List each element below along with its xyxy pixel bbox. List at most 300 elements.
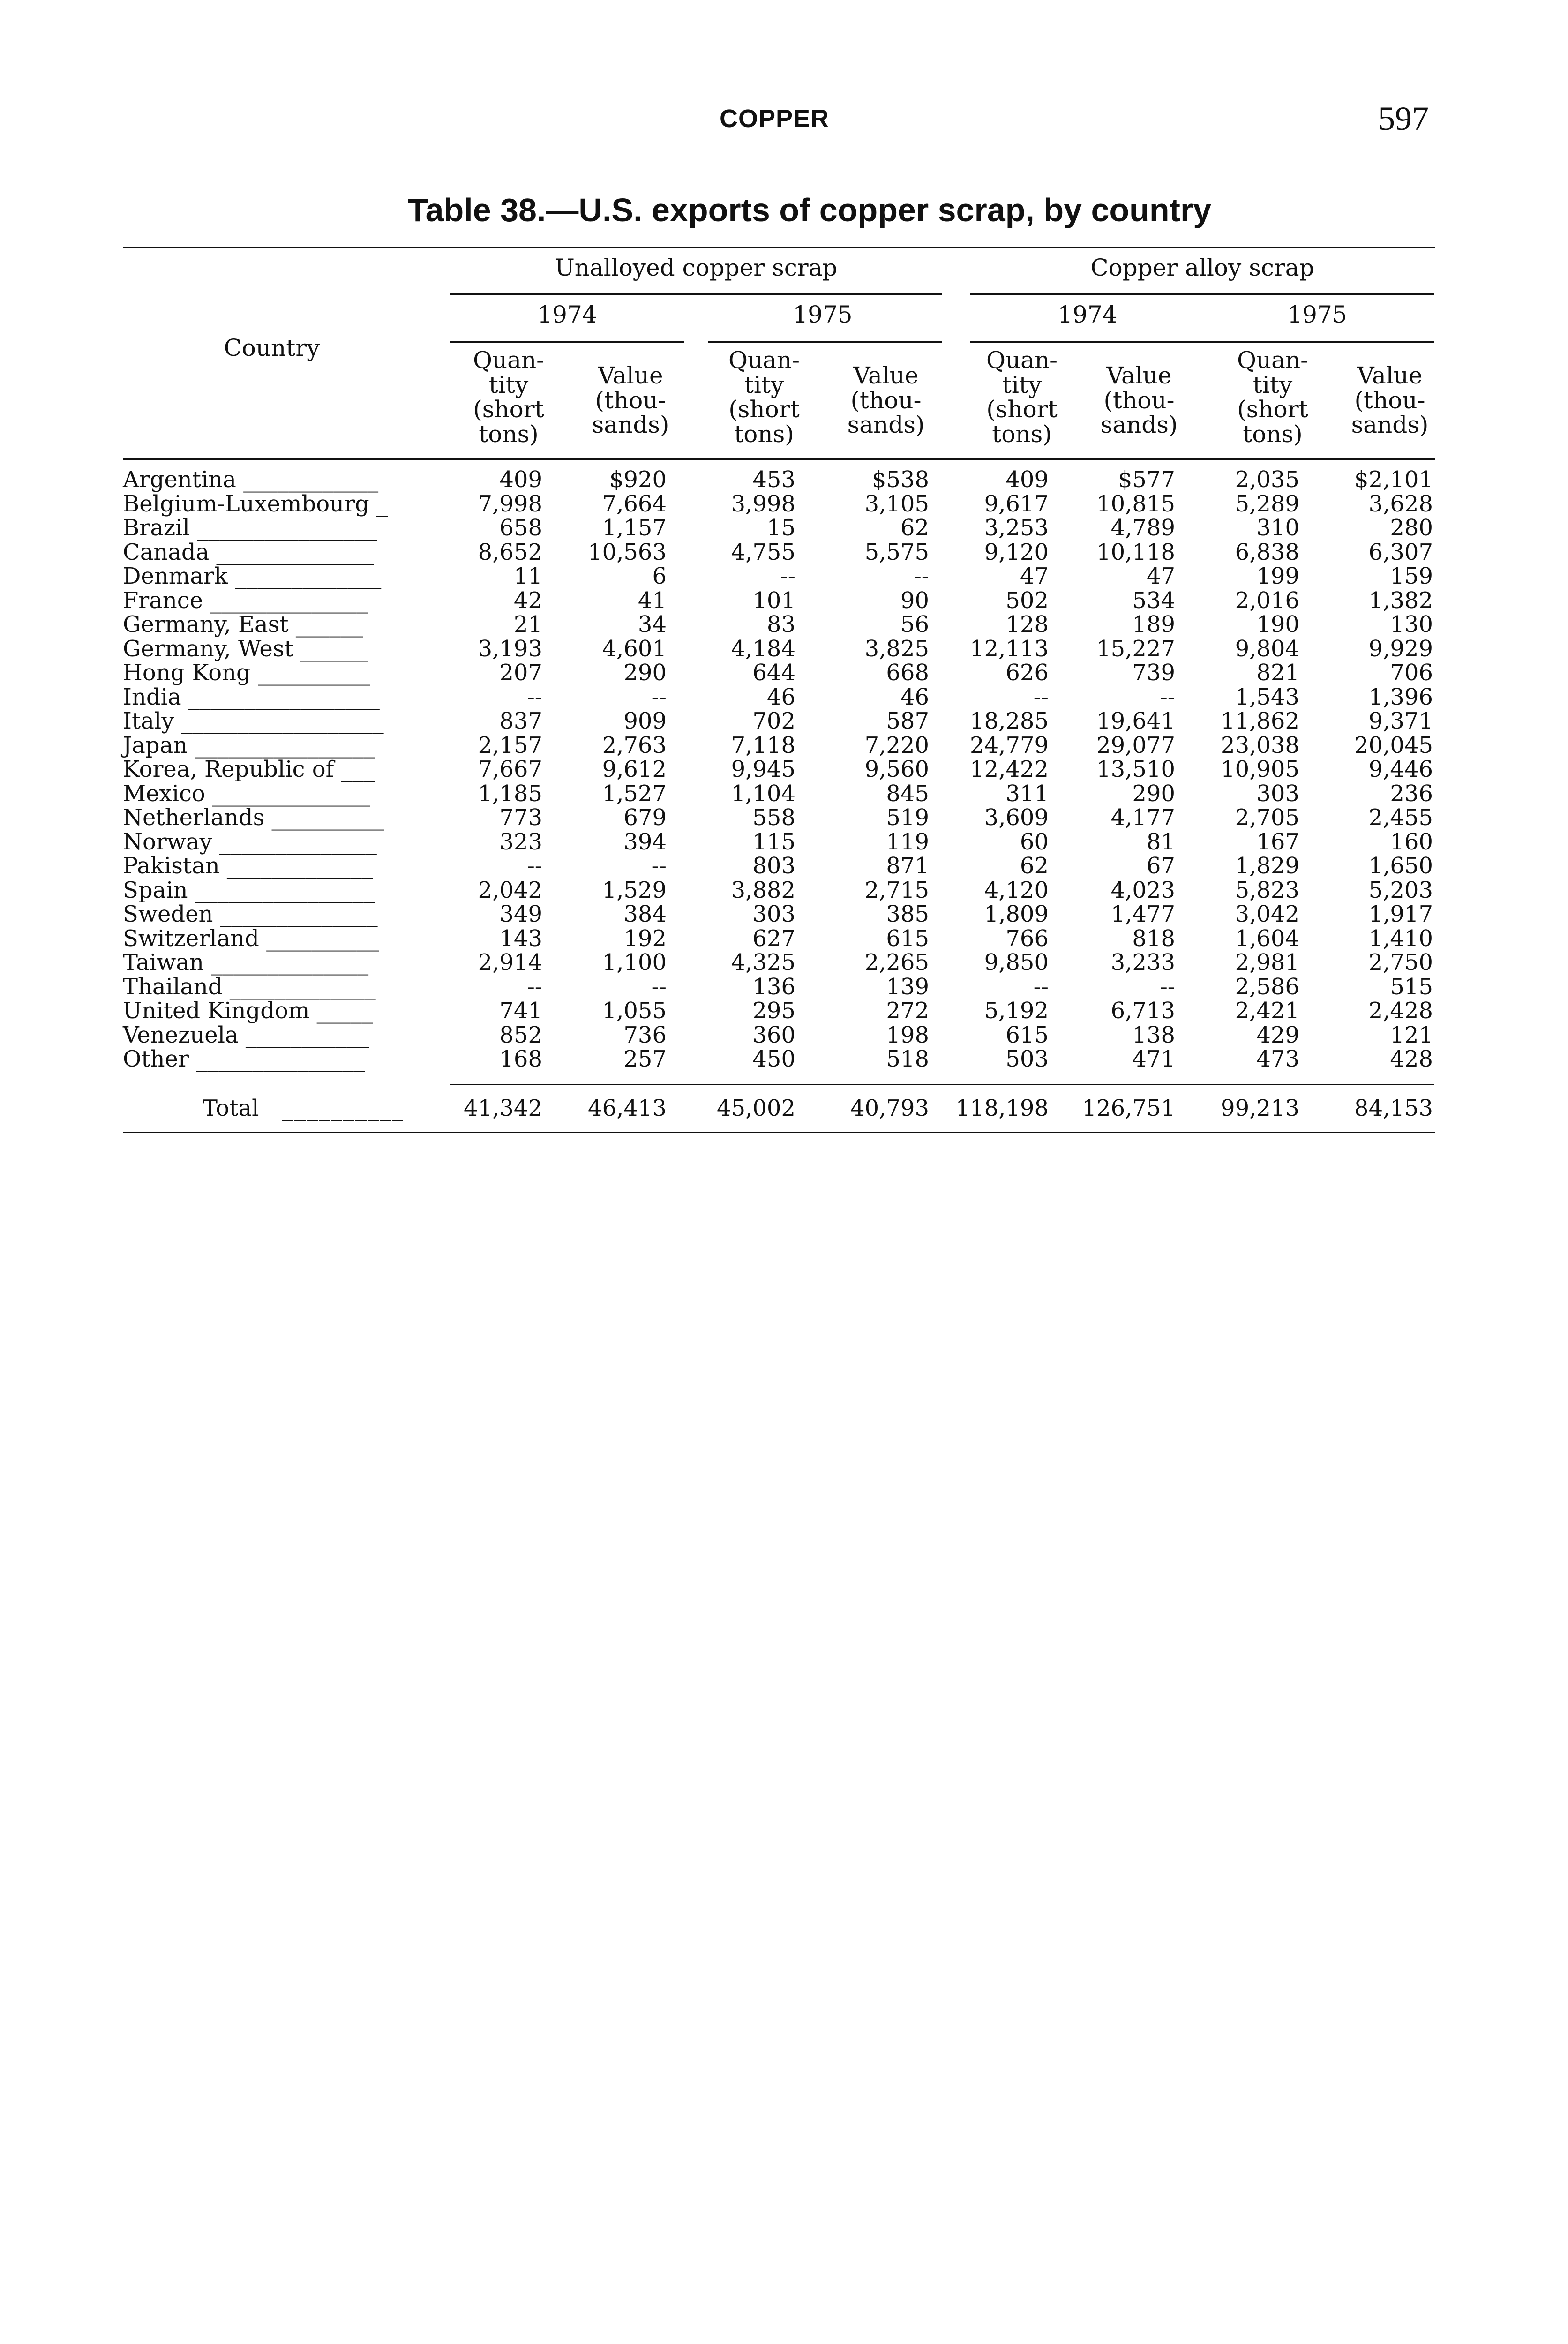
value-cell: --: [527, 853, 542, 879]
value-cell: 9,804: [1235, 635, 1299, 662]
value-cell: 852: [499, 1022, 542, 1048]
value-cell: 2,035: [1235, 466, 1299, 493]
value-cell: --: [1160, 684, 1175, 710]
value-cell: 7,664: [602, 490, 667, 517]
value-cell: 19,641: [1096, 708, 1175, 734]
country-cell: Germany, East ______: [123, 611, 363, 638]
value-cell: 42: [513, 587, 542, 614]
value-cell: 615: [886, 925, 929, 952]
table-row: [123, 854, 1435, 879]
value-cell: 503: [1005, 1046, 1049, 1072]
value-cell: 1,477: [1110, 901, 1175, 927]
value-cell: 310: [1256, 515, 1299, 541]
value-cell: 9,929: [1368, 635, 1433, 662]
value-cell: 46: [766, 684, 795, 710]
table-row: [123, 1047, 1435, 1072]
value-cell: 473: [1256, 1046, 1299, 1072]
header-line: Value: [598, 362, 663, 389]
value-cell: 1,185: [478, 780, 542, 807]
value-cell: 5,823: [1235, 877, 1299, 903]
header-line: sands): [592, 411, 669, 438]
value-cell: 138: [1132, 1022, 1175, 1048]
value-cell: 192: [623, 925, 667, 952]
value-cell: 24,779: [970, 732, 1049, 759]
header-line: tons): [734, 420, 794, 448]
table-row: [123, 709, 1435, 734]
header-line: tons): [479, 420, 539, 448]
value-cell: 9,612: [602, 756, 667, 782]
year-rule: [708, 341, 942, 343]
value-cell: 12,113: [970, 635, 1049, 662]
value-cell: 4,023: [1110, 877, 1175, 903]
value-cell: --: [1033, 973, 1049, 1000]
table-row: [123, 541, 1435, 565]
country-cell: Canada ______________: [123, 539, 374, 565]
value-cell: $538: [871, 466, 929, 493]
value-cell: 502: [1005, 587, 1049, 614]
table-bottom-rule: [123, 1132, 1435, 1133]
value-cell: 739: [1132, 660, 1175, 686]
value-cell: 323: [499, 828, 542, 855]
value-cell: 10,563: [588, 539, 667, 565]
total-cell: 40,793: [850, 1095, 929, 1121]
value-cell: 658: [499, 515, 542, 541]
table-row: [123, 927, 1435, 951]
header-line: (short: [986, 396, 1058, 423]
column-header-value: [834, 363, 938, 437]
table-row: [123, 782, 1435, 806]
header-line: Value: [853, 362, 919, 389]
table-row: [123, 806, 1435, 830]
value-cell: 168: [499, 1046, 542, 1072]
value-cell: 46: [900, 684, 929, 710]
value-cell: 15,227: [1096, 635, 1175, 662]
column-header-value: [579, 363, 682, 437]
value-cell: 909: [623, 708, 667, 734]
total-cell: 84,153: [1354, 1095, 1433, 1121]
value-cell: 2,914: [478, 949, 542, 976]
value-cell: 9,560: [864, 756, 929, 782]
value-cell: --: [1033, 684, 1049, 710]
year-rule: [450, 341, 684, 343]
header-line: Value: [1106, 362, 1172, 389]
value-cell: 3,233: [1110, 949, 1175, 976]
value-cell: 3,998: [731, 490, 795, 517]
value-cell: 3,882: [731, 877, 795, 903]
value-cell: 9,446: [1368, 756, 1433, 782]
value-cell: 311: [1005, 780, 1049, 807]
value-cell: 627: [752, 925, 795, 952]
value-cell: 47: [1146, 563, 1175, 589]
value-cell: 56: [900, 611, 929, 638]
value-cell: 5,192: [984, 998, 1049, 1024]
header-line: Quan-: [1237, 346, 1309, 374]
value-cell: 1,529: [602, 877, 667, 903]
country-cell: Switzerland __________: [123, 925, 379, 952]
table-row: [123, 1023, 1435, 1048]
value-cell: --: [914, 563, 929, 589]
header-line: Quan-: [728, 346, 800, 374]
value-cell: 4,177: [1110, 804, 1175, 831]
table-row: [123, 613, 1435, 637]
country-cell: Thailand _____________: [123, 973, 376, 1000]
header-line: Quan-: [986, 346, 1058, 374]
value-cell: 394: [623, 828, 667, 855]
value-cell: 1,055: [602, 998, 667, 1024]
country-cell: Netherlands __________: [123, 804, 384, 831]
value-cell: 4,325: [731, 949, 795, 976]
country-cell: Pakistan _____________: [123, 853, 373, 879]
value-cell: 303: [1256, 780, 1299, 807]
country-cell: France ______________: [123, 587, 368, 614]
value-cell: 1,396: [1368, 684, 1433, 710]
running-head: COPPER: [720, 105, 830, 133]
value-cell: 1,100: [602, 949, 667, 976]
value-cell: 2,586: [1235, 973, 1299, 1000]
table-row: [123, 661, 1435, 685]
value-cell: 290: [623, 660, 667, 686]
country-cell: Taiwan ______________: [123, 949, 369, 976]
value-cell: 5,575: [864, 539, 929, 565]
table-row: [123, 758, 1435, 782]
value-cell: 515: [1390, 973, 1433, 1000]
header-line: tity: [1002, 371, 1042, 398]
table-row: [123, 516, 1435, 541]
value-cell: 6,713: [1110, 998, 1175, 1024]
value-cell: 2,157: [478, 732, 542, 759]
value-cell: 2,763: [602, 732, 667, 759]
value-cell: 115: [752, 828, 795, 855]
country-cell: Hong Kong __________: [123, 660, 371, 686]
total-cell: 126,751: [1082, 1095, 1175, 1121]
value-cell: 139: [886, 973, 929, 1000]
value-cell: 6: [652, 563, 667, 589]
header-line: (thou-: [1354, 386, 1425, 414]
country-cell: Belgium-Luxembourg _: [123, 490, 388, 517]
year-rule: [970, 341, 1205, 343]
table-row: [123, 951, 1435, 975]
value-cell: 257: [623, 1046, 667, 1072]
value-cell: 837: [499, 708, 542, 734]
country-cell: Germany, West ______: [123, 635, 368, 662]
value-cell: --: [527, 973, 542, 1000]
value-cell: --: [780, 563, 795, 589]
value-cell: 2,428: [1368, 998, 1433, 1024]
country-cell: Brazil ________________: [123, 515, 377, 541]
header-line: (short: [728, 396, 800, 423]
total-cell: 99,213: [1221, 1095, 1299, 1121]
value-cell: $920: [609, 466, 667, 493]
value-cell: 167: [1256, 828, 1299, 855]
column-header-value: [1088, 363, 1191, 437]
table-row: [123, 830, 1435, 855]
country-header: Country: [224, 334, 320, 361]
header-line: (short: [473, 396, 544, 423]
value-cell: 9,850: [984, 949, 1049, 976]
value-cell: 2,421: [1235, 998, 1299, 1024]
header-bottom-rule: [123, 458, 1435, 460]
value-cell: 3,105: [864, 490, 929, 517]
table-row: [123, 589, 1435, 613]
country-cell: Spain ________________: [123, 877, 375, 903]
value-cell: 518: [886, 1046, 929, 1072]
value-cell: 644: [752, 660, 795, 686]
country-cell: Norway ______________: [123, 828, 377, 855]
value-cell: 2,042: [478, 877, 542, 903]
value-cell: 453: [752, 466, 795, 493]
value-cell: 130: [1390, 611, 1433, 638]
value-cell: 11: [513, 563, 542, 589]
value-cell: 3,609: [984, 804, 1049, 831]
value-cell: $577: [1118, 466, 1175, 493]
country-cell: India _________________: [123, 684, 380, 710]
year-header: 1975: [793, 301, 853, 328]
value-cell: 1,382: [1368, 587, 1433, 614]
table-row: [123, 879, 1435, 903]
table-row: [123, 637, 1435, 661]
value-cell: 143: [499, 925, 542, 952]
table-row: [123, 564, 1435, 589]
value-cell: 5,203: [1368, 877, 1433, 903]
total-rule: [450, 1084, 1434, 1085]
value-cell: 871: [886, 853, 929, 879]
value-cell: 5,289: [1235, 490, 1299, 517]
value-cell: 47: [1020, 563, 1049, 589]
value-cell: --: [651, 973, 667, 1000]
value-cell: 128: [1005, 611, 1049, 638]
value-cell: 4,789: [1110, 515, 1175, 541]
value-cell: 3,825: [864, 635, 929, 662]
header-line: sands): [847, 411, 925, 438]
value-cell: --: [1160, 973, 1175, 1000]
value-cell: 818: [1132, 925, 1175, 952]
total-row: [123, 1096, 1435, 1120]
value-cell: 845: [886, 780, 929, 807]
value-cell: 668: [886, 660, 929, 686]
value-cell: 679: [623, 804, 667, 831]
value-cell: 4,601: [602, 635, 667, 662]
value-cell: 41: [638, 587, 667, 614]
value-cell: 12,422: [970, 756, 1049, 782]
country-cell: United Kingdom _____: [123, 998, 373, 1024]
value-cell: 189: [1132, 611, 1175, 638]
country-cell: Venezuela ___________: [123, 1022, 369, 1048]
table-row: [123, 492, 1435, 517]
value-cell: 303: [752, 901, 795, 927]
value-cell: 15: [766, 515, 795, 541]
value-cell: 20,045: [1354, 732, 1433, 759]
value-cell: 160: [1390, 828, 1433, 855]
value-cell: 1,410: [1368, 925, 1433, 952]
value-cell: 736: [623, 1022, 667, 1048]
header-line: Quan-: [473, 346, 545, 374]
country-cell: Japan ________________: [123, 732, 375, 759]
column-header-quantity: [1221, 348, 1324, 446]
value-cell: --: [527, 684, 542, 710]
value-cell: 1,829: [1235, 853, 1299, 879]
year-rule: [1205, 341, 1434, 343]
header-line: (thou-: [850, 386, 922, 414]
header-line: (thou-: [1103, 386, 1175, 414]
header-line: tity: [744, 371, 784, 398]
value-cell: 4,120: [984, 877, 1049, 903]
value-cell: 81: [1146, 828, 1175, 855]
header-line: sands): [1100, 411, 1178, 438]
value-cell: 34: [638, 611, 667, 638]
table-row: [123, 468, 1435, 492]
value-cell: --: [651, 684, 667, 710]
value-cell: 1,650: [1368, 853, 1433, 879]
value-cell: 4,184: [731, 635, 795, 662]
value-cell: 21: [513, 611, 542, 638]
value-cell: 9,945: [731, 756, 795, 782]
value-cell: 121: [1390, 1022, 1433, 1048]
value-cell: 766: [1005, 925, 1049, 952]
group-rule-alloy: [970, 293, 1434, 295]
value-cell: 6,838: [1235, 539, 1299, 565]
table-body: [123, 468, 1435, 1072]
value-cell: 199: [1256, 563, 1299, 589]
value-cell: 1,527: [602, 780, 667, 807]
group-rule-unalloyed: [450, 293, 942, 295]
value-cell: 10,815: [1096, 490, 1175, 517]
value-cell: 4,755: [731, 539, 795, 565]
value-cell: 23,038: [1221, 732, 1299, 759]
value-cell: 626: [1005, 660, 1049, 686]
value-cell: 159: [1390, 563, 1433, 589]
country-cell: Other _______________: [123, 1046, 365, 1072]
table-row: [123, 902, 1435, 927]
value-cell: 385: [886, 901, 929, 927]
value-cell: 7,998: [478, 490, 542, 517]
value-cell: 615: [1005, 1022, 1049, 1048]
value-cell: 90: [900, 587, 929, 614]
value-cell: 7,667: [478, 756, 542, 782]
value-cell: --: [651, 853, 667, 879]
value-cell: 1,604: [1235, 925, 1299, 952]
header-line: sands): [1351, 411, 1429, 438]
year-header: 1974: [537, 301, 597, 328]
table-row: [123, 999, 1435, 1023]
value-cell: 18,285: [970, 708, 1049, 734]
value-cell: 2,981: [1235, 949, 1299, 976]
value-cell: 7,118: [731, 732, 795, 759]
value-cell: 29,077: [1096, 732, 1175, 759]
group-header-alloy: Copper alloy scrap: [1090, 254, 1314, 281]
value-cell: 2,715: [864, 877, 929, 903]
value-cell: 272: [886, 998, 929, 1024]
value-cell: 190: [1256, 611, 1299, 638]
country-cell: Mexico ______________: [123, 780, 370, 807]
value-cell: 8,652: [478, 539, 542, 565]
column-header-quantity: [713, 348, 816, 446]
value-cell: 450: [752, 1046, 795, 1072]
value-cell: 2,750: [1368, 949, 1433, 976]
header-line: tity: [488, 371, 529, 398]
value-cell: 207: [499, 660, 542, 686]
value-cell: 60: [1020, 828, 1049, 855]
table-top-rule: [123, 247, 1435, 248]
group-header-unalloyed: Unalloyed copper scrap: [555, 254, 838, 281]
value-cell: 11,862: [1221, 708, 1299, 734]
value-cell: 136: [752, 973, 795, 1000]
header-line: (short: [1237, 396, 1308, 423]
value-cell: 587: [886, 708, 929, 734]
value-cell: 773: [499, 804, 542, 831]
value-cell: 803: [752, 853, 795, 879]
value-cell: 3,628: [1368, 490, 1433, 517]
value-cell: 741: [499, 998, 542, 1024]
value-cell: 9,120: [984, 539, 1049, 565]
header-line: tons): [992, 420, 1052, 448]
total-cell: 118,198: [955, 1095, 1049, 1121]
country-cell: Denmark _____________: [123, 563, 382, 589]
value-cell: 119: [886, 828, 929, 855]
value-cell: 409: [1005, 466, 1049, 493]
value-cell: 236: [1390, 780, 1433, 807]
value-cell: 471: [1132, 1046, 1175, 1072]
header-line: tity: [1253, 371, 1293, 398]
country-cell: Sweden ______________: [123, 901, 378, 927]
value-cell: 3,193: [478, 635, 542, 662]
value-cell: 280: [1390, 515, 1433, 541]
value-cell: 3,042: [1235, 901, 1299, 927]
value-cell: 1,157: [602, 515, 667, 541]
value-cell: 2,265: [864, 949, 929, 976]
value-cell: 2,016: [1235, 587, 1299, 614]
value-cell: 428: [1390, 1046, 1433, 1072]
value-cell: 1,543: [1235, 684, 1299, 710]
header-line: tons): [1243, 420, 1303, 448]
total-leader: __________: [282, 1095, 404, 1121]
value-cell: 360: [752, 1022, 795, 1048]
value-cell: 519: [886, 804, 929, 831]
column-header-quantity: [457, 348, 560, 446]
total-cell: 46,413: [588, 1095, 667, 1121]
header-line: (thou-: [595, 386, 666, 414]
value-cell: 702: [752, 708, 795, 734]
value-cell: 9,371: [1368, 708, 1433, 734]
value-cell: 290: [1132, 780, 1175, 807]
column-header-quantity: [970, 348, 1073, 446]
value-cell: 1,809: [984, 901, 1049, 927]
country-cell: Italy __________________: [123, 708, 384, 734]
total-label: Total: [203, 1095, 259, 1121]
value-cell: 384: [623, 901, 667, 927]
table-row: [123, 734, 1435, 758]
value-cell: 2,705: [1235, 804, 1299, 831]
value-cell: 1,917: [1368, 901, 1433, 927]
value-cell: 349: [499, 901, 542, 927]
table-row: [123, 975, 1435, 999]
value-cell: 295: [752, 998, 795, 1024]
value-cell: 62: [900, 515, 929, 541]
value-cell: 10,118: [1096, 539, 1175, 565]
value-cell: 558: [752, 804, 795, 831]
table-row: [123, 685, 1435, 710]
value-cell: 821: [1256, 660, 1299, 686]
value-cell: 62: [1020, 853, 1049, 879]
year-header: 1975: [1287, 301, 1347, 328]
value-cell: 13,510: [1096, 756, 1175, 782]
value-cell: 10,905: [1221, 756, 1299, 782]
value-cell: 409: [499, 466, 542, 493]
value-cell: 429: [1256, 1022, 1299, 1048]
value-cell: 2,455: [1368, 804, 1433, 831]
column-header-value: [1338, 363, 1441, 437]
table-title: Table 38.—U.S. exports of copper scrap, by country: [408, 192, 1212, 228]
country-cell: Argentina ____________: [123, 466, 379, 493]
